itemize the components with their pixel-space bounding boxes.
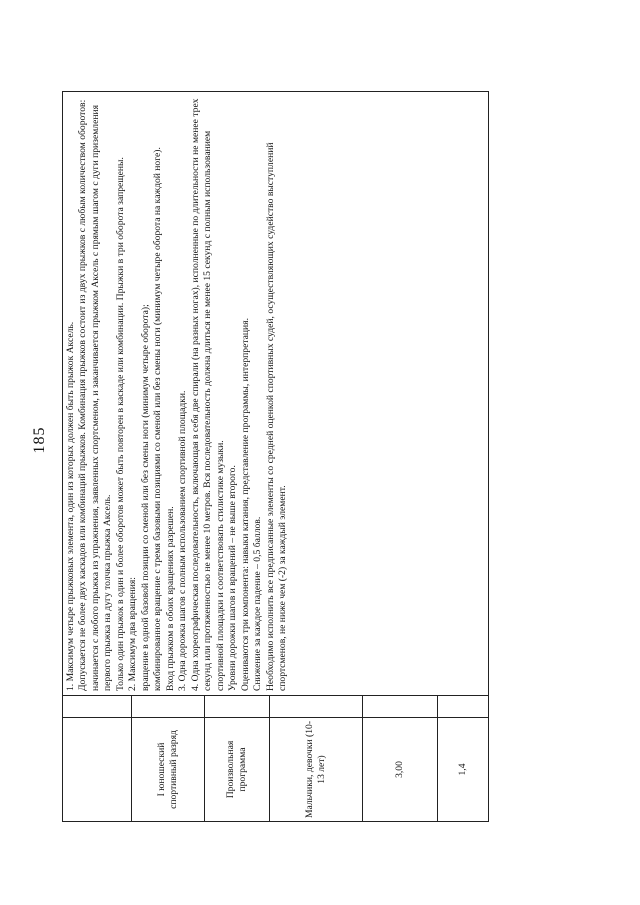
requirement-line: 3. Одна дорожка шагов с полным использованием спортивной площадки. xyxy=(177,390,189,691)
category-cell: I юношеский спортивный разряд xyxy=(132,718,205,822)
empty-cell xyxy=(63,718,132,822)
requirements-table xyxy=(62,91,489,822)
requirement-line: 4. Одна хореографическая последовательность, включающая в себя две спирали (на разных ногах), исполненные по длительности не менее трех секунд или протяженностью не менее 10 метров. Вся последовательность должна длиться не менее 15 секунд с полным использованием спортивной площадки и соответствовать стилистике музыки. xyxy=(189,98,226,691)
requirement-line: Допускается не более двух каскадов или комбинаций прыжков. Комбинация прыжков состоит из двух прыжков с любым количеством оборотов: начинается с любого прыжка из упражнения, заявленных спортсменом, и заканчивается прыжком Аксель с прямым шагом с дуги приземления первого прыжка на дугу толчка прыжка Аксель. xyxy=(77,99,114,691)
requirement-line: 1. Максимум четыре прыжковых элемента, один из которых должен быть прыжок Аксель. xyxy=(65,321,76,691)
requirement-line: 2. Максимум два вращения: xyxy=(127,577,139,691)
requirement-line: Оцениваются три компонента: навыки катания, представление программы, интерпретация. xyxy=(239,318,251,691)
score-cell: 3,00 xyxy=(363,718,438,822)
empty-cell xyxy=(438,696,489,718)
requirement-line: Снижение за каждое падение – 0,5 баллов. xyxy=(252,516,264,691)
requirement-line: комбинированное вращение с тремя базовыми позициями со сменой или без смены ноги (минимум четыре оборота на каждой ноге). xyxy=(152,147,164,691)
empty-cell xyxy=(63,696,132,718)
table-spacer-row xyxy=(63,92,132,822)
empty-cell xyxy=(270,696,363,718)
coefficient-cell: 1,4 xyxy=(438,718,489,822)
requirements-description xyxy=(63,92,489,696)
page-number: 185 xyxy=(31,426,48,454)
requirement-line: Вход прыжком в обоих вращениях разрешен. xyxy=(164,506,176,691)
program-cell: Произвольная программа xyxy=(205,718,270,822)
requirement-line: Только один прыжок в один и более оборотов может быть повторен в каскаде или комбинации. Прыжки в три оборота запрещены. xyxy=(114,157,126,691)
empty-cell xyxy=(363,696,438,718)
requirement-line: вращение в одной базовой позиции со сменой или без смены ноги (минимум четыре оборота); xyxy=(139,304,151,691)
participants-cell: Мальчики, девочки (10-13 лет) xyxy=(270,718,363,822)
rotated-table-frame xyxy=(62,92,468,822)
requirement-line: Уровни дорожки шагов и вращений – не выше второго. xyxy=(227,465,239,691)
requirement-line: Необходимо исполнить все предписанные элементы со средней оценкой спортивных судей, осуществляющих судейство выступлений спортсменов, не ниже чем (-2) за каждый элемент. xyxy=(264,142,288,691)
empty-cell xyxy=(205,696,270,718)
empty-cell xyxy=(132,696,205,718)
